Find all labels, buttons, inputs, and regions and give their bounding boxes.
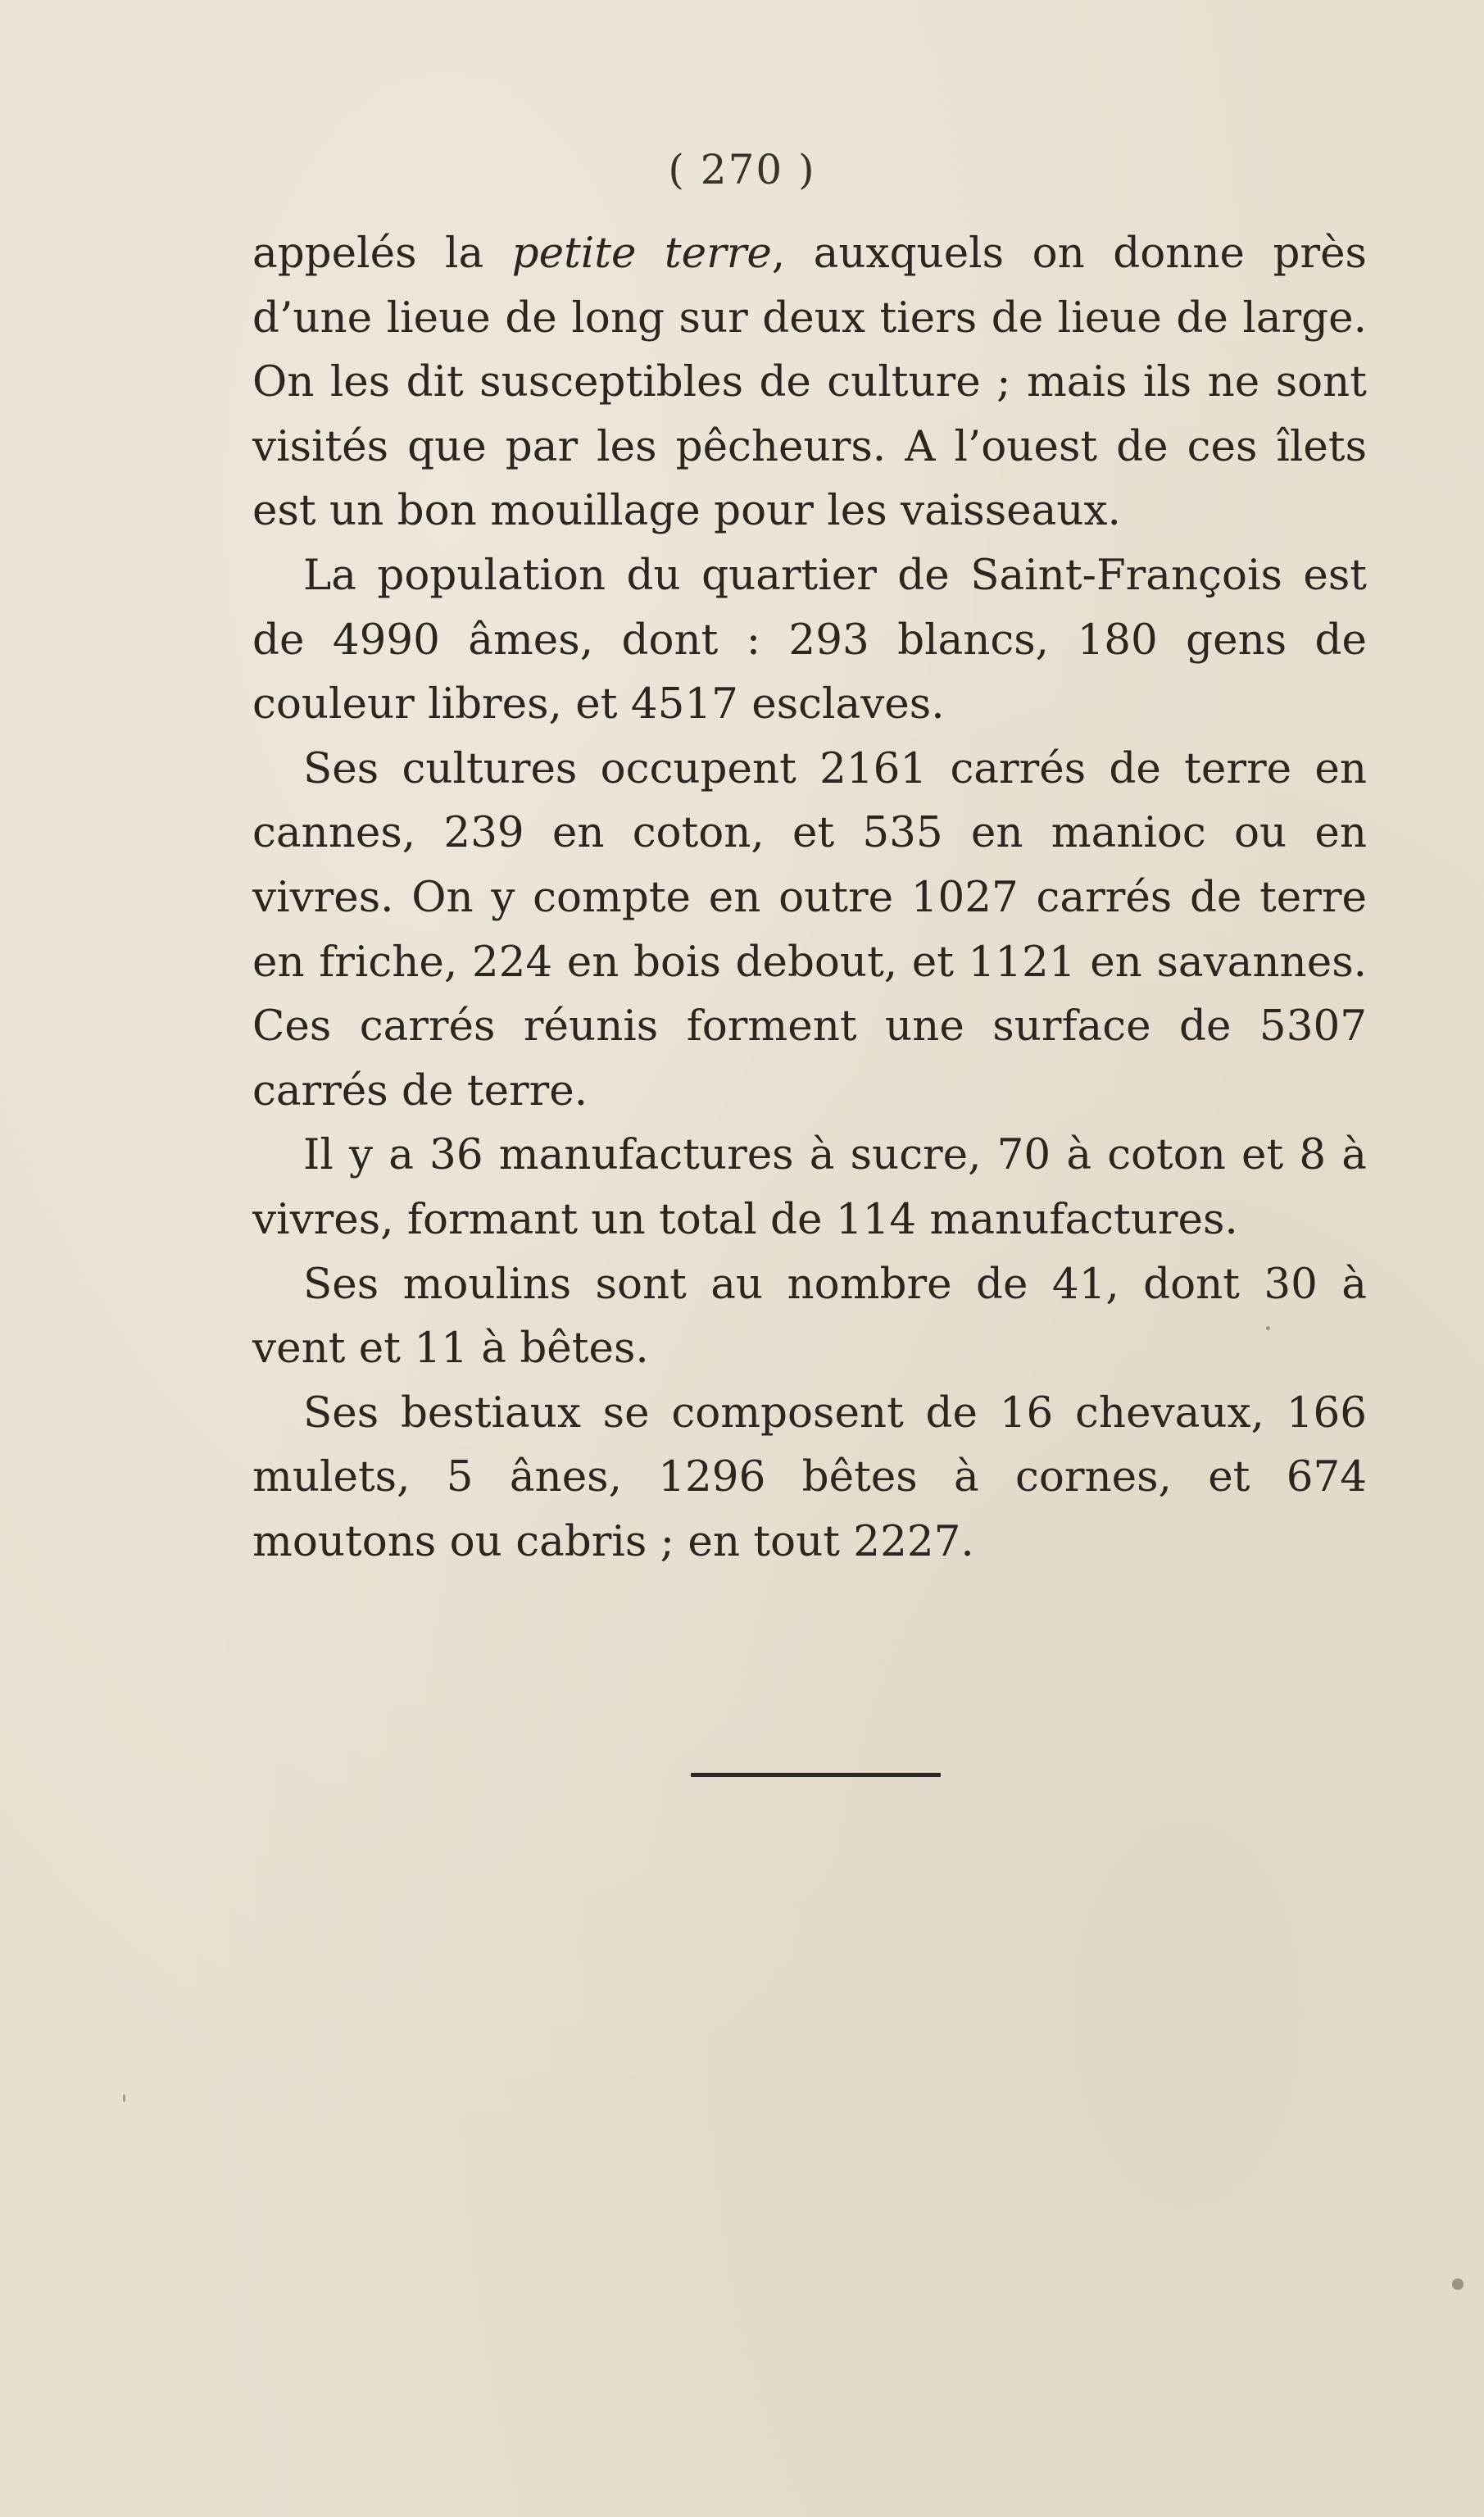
body-text <box>252 221 1367 1574</box>
paragraph-text-start: appelés la <box>252 229 512 278</box>
section-end-rule <box>691 1773 941 1777</box>
paragraph-livestock: Ses bestiaux se composent de 16 chevaux, 166 mulets, 5 ânes, 1296 bêtes à cornes, et 674 moutons ou cabris ; en tout 2227. <box>252 1388 1367 1566</box>
paragraph-text-end: , auxquels on donne près d’une lieue de long sur deux tiers de lieue de large. On les dit susceptibles de culture ; mais ils ne sont visités que par les pêcheurs. A l’ouest de ces îlets est un bon mouillage pour les vaisseaux. <box>252 229 1367 536</box>
paragraph-cultures: Ses cultures occupent 2161 carrés de terre en cannes, 239 en coton, et 535 en manioc ou en vivres. On y compte en outre 1027 carrés de terre en friche, 224 en bois debout, et 1121 en savannes. Ces carrés réunis forment une surface de 5307 carrés de terre. <box>252 743 1367 1115</box>
paragraph-continued <box>252 221 1367 543</box>
italic-term: petite terre <box>511 229 772 278</box>
paper-speck <box>1266 1326 1270 1330</box>
paragraph-mills: Ses moulins sont au nombre de 41, dont 30 à vent et 11 à bêtes. <box>252 1259 1367 1374</box>
paper-speck <box>123 2094 125 2102</box>
paragraph-manufactures: Il y a 36 manufactures à sucre, 70 à coton et 8 à vivres, formant un total de 114 manufactures. <box>252 1130 1367 1244</box>
paragraph-population: La population du quartier de Saint-François est de 4990 âmes, dont : 293 blancs, 180 gens de couleur libres, et 4517 esclaves. <box>252 550 1367 729</box>
page-number: ( 270 ) <box>668 146 816 193</box>
paper-speck <box>1452 2278 1464 2290</box>
